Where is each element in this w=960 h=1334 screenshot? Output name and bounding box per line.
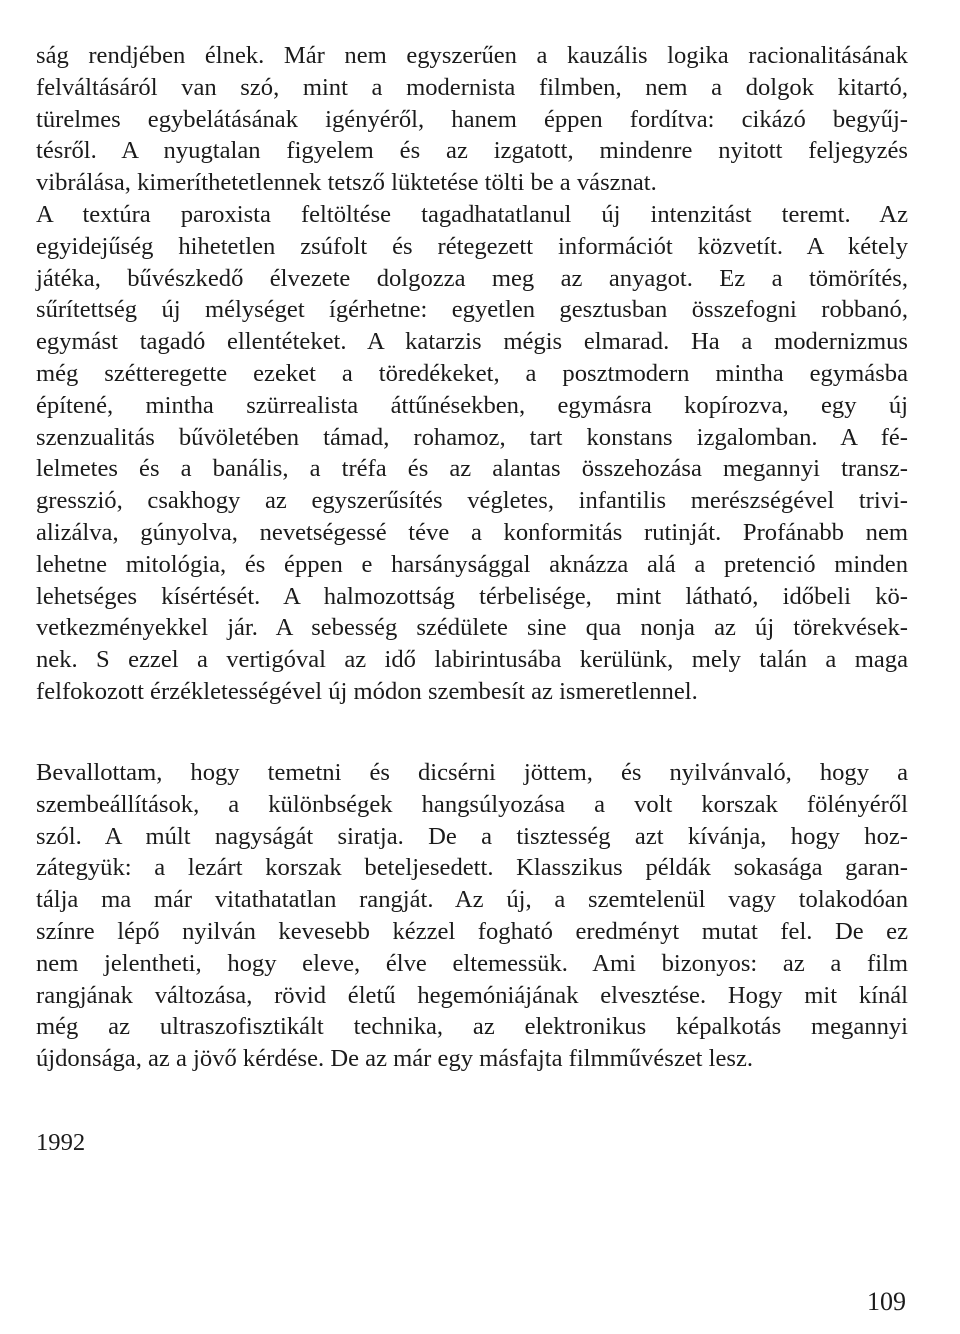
paragraph-line: felfokozott érzékletességével új módon szembesít az ismeretlennel. — [36, 677, 698, 705]
paragraph-line: lehetne mitológia, és éppen e harsánysággal aknázza alá a pretenció minden — [36, 550, 908, 578]
paragraph-line: sűrítettség új mélységet ígérhetne: egyetlen gesztusban összefogni robbanó, — [36, 296, 908, 324]
paragraph-line: színre lépő nyilván kevesebb kézzel fogható eredményt mutat fel. De ez — [36, 917, 908, 945]
paragraph-line: egyidejűség hihetetlen zsúfolt és rétegezett információt közvetít. A kétely — [36, 232, 908, 260]
paragraph-line: lelmetes és a banális, a tréfa és az alantas összehozása megannyi transz- — [36, 455, 908, 483]
paragraph-line: vetkezményekkel jár. A sebesség szédülete sine qua nonja az új törekvések- — [36, 614, 908, 642]
paragraph-line: nek. S ezzel a vertigóval az idő labirintusába kerülünk, mely talán a maga — [36, 646, 908, 674]
page-number: 109 — [867, 1287, 906, 1316]
paragraph-line: tálja ma már vitathatatlan rangját. Az új, a szemtelenül vagy tolakodóan — [36, 886, 908, 914]
paragraph-line: alizálva, gúnyolva, nevetségessé téve a konformitás rutinját. Profánabb nem — [36, 518, 908, 546]
paragraph-2 — [36, 757, 908, 1075]
paragraph-1 — [36, 40, 908, 708]
paragraph-line: játéka, bűvészkedő élvezete dolgozza meg az anyagot. Ez a tömörítés, — [36, 264, 908, 292]
paragraph-line: még az ultraszofisztikált technika, az elektronikus képalkotás megannyi — [36, 1013, 908, 1041]
paragraph-line: szembeállítások, a különbségek hangsúlyozása a volt korszak fölényéről — [36, 790, 908, 818]
paragraph-line: zátegyük: a lezárt korszak beteljesedett. Klasszikus példák sokasága garan- — [36, 854, 908, 882]
paragraph-line: újdonsága, az a jövő kérdése. De az már egy másfajta filmművészet lesz. — [36, 1045, 754, 1073]
date-line: 1992 — [36, 1129, 86, 1156]
paragraph-line: vibrálása, kimeríthetetlennek tetsző lüktetése tölti be a vásznat. — [36, 169, 657, 197]
paragraph-line: szól. A múlt nagyságát siratja. De a tisztesség azt kívánja, hogy hoz- — [36, 822, 908, 850]
paragraph-line: még szétteregette ezeket a töredékeket, a posztmodern mintha egymásba — [36, 359, 908, 387]
paragraph-line: felváltásáról van szó, mint a modernista filmben, nem a dolgok kitartó, — [36, 73, 908, 101]
paragraph-line: lehetséges kísértését. A halmozottság térbelisége, mint látható, időbeli kö- — [36, 582, 908, 610]
paragraph-line: gresszió, csakhogy az egyszerűsítés végletes, infantilis merészségével trivi- — [36, 487, 908, 515]
paragraph-line: építené, mintha szürrealista áttűnésekben, egymásra kopírozva, egy új — [36, 391, 908, 419]
paragraph-line: Bevallottam, hogy temetni és dicsérni jöttem, és nyilvánvaló, hogy a — [36, 759, 908, 786]
paragraph-line: tésről. A nyugtalan figyelem és az izgatott, mindenre nyitott feljegyzés — [36, 137, 908, 165]
paragraph-line: türelmes egybelátásának igényéről, hanem éppen fordítva: cikázó begyűj- — [36, 105, 908, 133]
paragraph-line: rangjának változása, rövid életű hegemóniájának elvesztése. Hogy mit kínál — [36, 981, 908, 1009]
paragraph-line: nem jelentheti, hogy eleve, élve eltemessük. Ami bizonyos: az a film — [36, 949, 908, 977]
paragraph-line: szenzualitás bűvöletében támad, rohamoz, tart konstans izgalomban. A fé- — [36, 423, 908, 451]
paragraph-line: A textúra paroxista feltöltése tagadhatatlanul új intenzitást teremt. Az — [36, 200, 908, 228]
paragraph-line: egymást tagadó ellentéteket. A katarzis mégis elmarad. Ha a modernizmus — [36, 328, 908, 356]
paragraph-line: ság rendjében élnek. Már nem egyszerűen a kauzális logika racionalitásának — [36, 42, 908, 69]
